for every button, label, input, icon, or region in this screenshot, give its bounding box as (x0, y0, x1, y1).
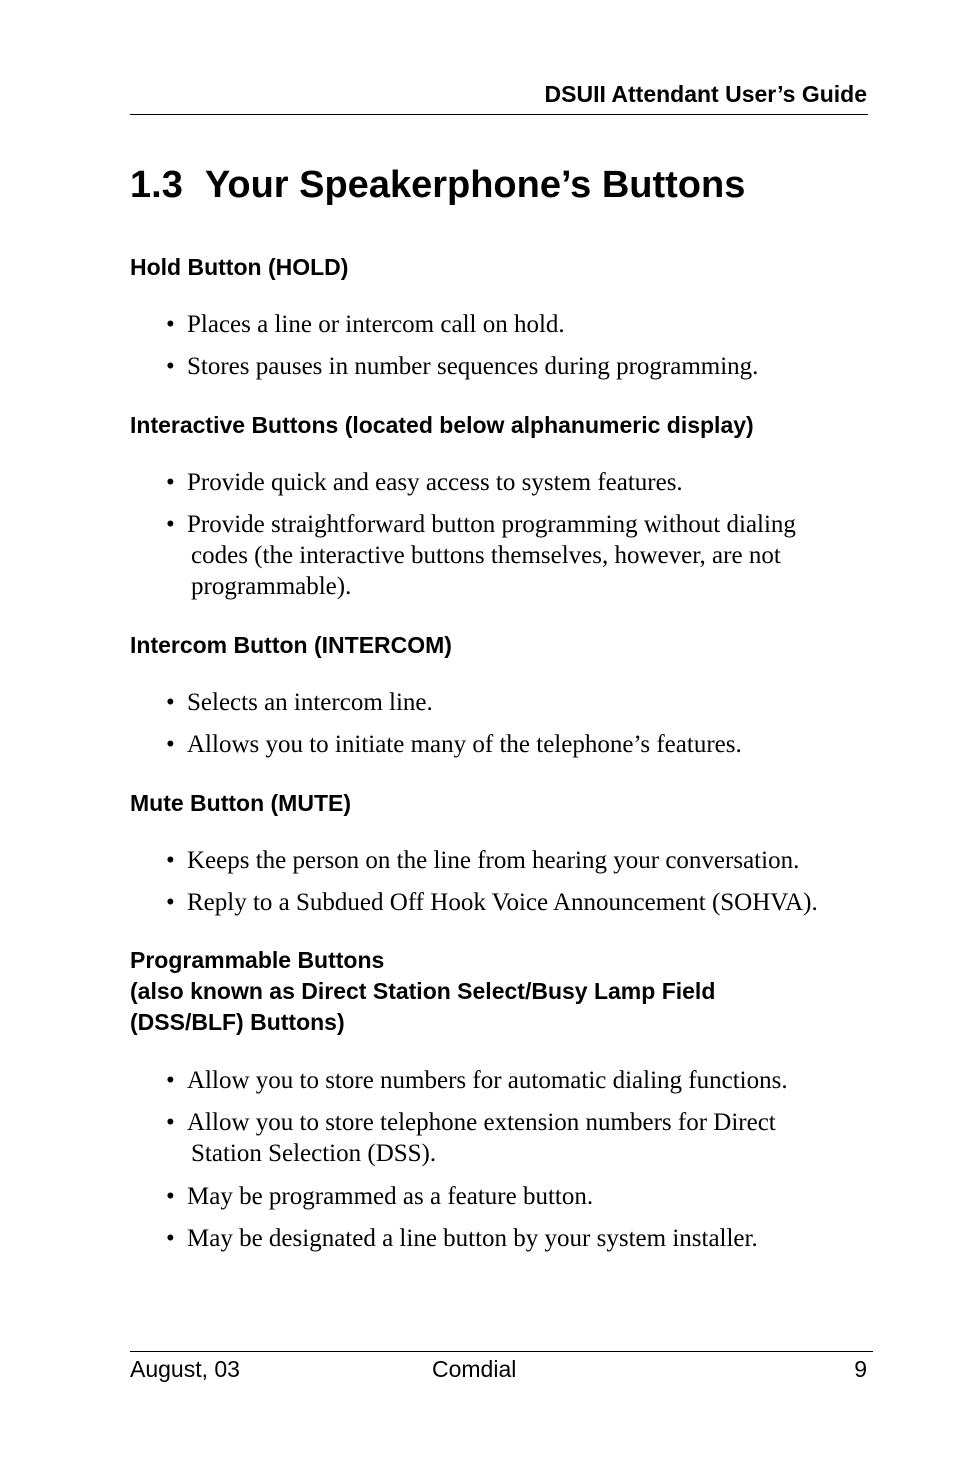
section-heading-interactive: Interactive Buttons (located below alphanumeric display) (130, 412, 754, 438)
list-item: • Reply to a Subdued Off Hook Voice Announcement (SOHVA). (166, 889, 818, 916)
list-item: • Provide straightforward button programming without dialing codes (the interactive buttons themselves, however, are not programmable). (166, 511, 796, 600)
section-heading-mute: Mute Button (MUTE) (130, 790, 351, 816)
section-heading-programmable: Programmable Buttons (also known as Direct Station Select/Busy Lamp Field (DSS/BLF) Buttons) (130, 947, 716, 1035)
bullet-icon: • (166, 889, 175, 916)
section-number: 1.3 (130, 164, 183, 206)
header-rule (130, 114, 868, 115)
page-title (130, 163, 745, 207)
bullet-icon: • (166, 1067, 175, 1094)
bullet-icon: • (166, 311, 175, 338)
footer-company: Comdial (432, 1356, 517, 1382)
bullet-icon: • (166, 353, 175, 380)
list-item: • Allows you to initiate many of the telephone’s features. (166, 731, 742, 758)
list-item: • Allow you to store numbers for automatic dialing functions. (166, 1067, 788, 1094)
bullet-icon: • (166, 511, 175, 538)
page-number: 9 (854, 1356, 867, 1382)
list-item: • Keeps the person on the line from hearing your conversation. (166, 847, 800, 874)
section-heading-hold: Hold Button (HOLD) (130, 254, 349, 280)
bullet-icon: • (166, 731, 175, 758)
bullet-icon: • (166, 1183, 175, 1210)
list-item: • Stores pauses in number sequences during programming. (166, 353, 759, 380)
bullet-icon: • (166, 469, 175, 496)
footer-date: August, 03 (130, 1356, 240, 1382)
bullet-icon: • (166, 847, 175, 874)
list-item: • May be programmed as a feature button. (166, 1183, 594, 1210)
list-item: • Provide quick and easy access to system features. (166, 469, 683, 496)
bullet-icon: • (166, 1225, 175, 1252)
section-heading-intercom: Intercom Button (INTERCOM) (130, 632, 452, 658)
list-item: • Selects an intercom line. (166, 689, 433, 716)
list-item: • May be designated a line button by your system installer. (166, 1225, 758, 1252)
list-item: • Places a line or intercom call on hold. (166, 311, 565, 338)
footer-rule (130, 1351, 873, 1352)
bullet-icon: • (166, 1109, 175, 1136)
bullet-icon: • (166, 689, 175, 716)
list-item: • Allow you to store telephone extension numbers for Direct Station Selection (DSS). (166, 1109, 776, 1167)
page-title-text: Your Speakerphone’s Buttons (204, 164, 746, 206)
running-header: DSUII Attendant User’s Guide (544, 81, 867, 107)
